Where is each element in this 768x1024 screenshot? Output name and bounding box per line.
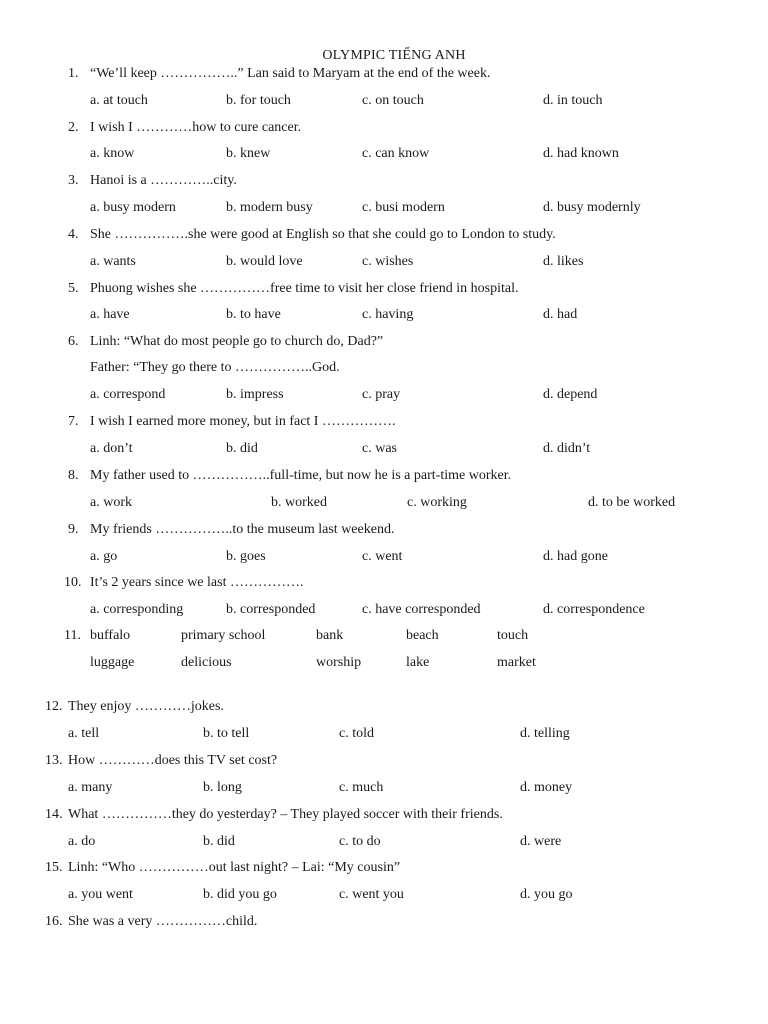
question-text: “We’ll keep ……………..” Lan said to Maryam at the end of the week. — [90, 66, 491, 81]
question-text-line2: Father: “They go there to ……………..God. — [90, 360, 340, 375]
option-a: a. go — [90, 549, 118, 564]
question-text: They enjoy …………jokes. — [68, 699, 224, 714]
option-a: a. correspond — [90, 387, 166, 402]
word-item: worship — [316, 655, 362, 670]
option-b: b. did you go — [203, 887, 277, 902]
option-a: a. busy modern — [90, 200, 176, 215]
option-b: b. to have — [226, 307, 281, 322]
option-d: d. to be worked — [588, 495, 676, 510]
question-text: She was a very ……………child. — [68, 914, 258, 929]
question-number: 11. — [64, 628, 81, 643]
option-b: b. knew — [226, 146, 271, 161]
option-d: d. telling — [520, 726, 570, 741]
option-b: b. did — [203, 834, 235, 849]
word-item: luggage — [90, 655, 135, 670]
option-c: c. told — [339, 726, 374, 741]
question-text: My friends ……………..to the museum last weekend. — [90, 522, 395, 537]
question-text: I wish I earned more money, but in fact I ……………. — [90, 414, 396, 429]
option-a: a. corresponding — [90, 602, 184, 617]
option-c: c. much — [339, 780, 384, 795]
question-number: 7. — [68, 414, 79, 429]
question-number: 1. — [68, 66, 79, 81]
option-b: b. for touch — [226, 93, 291, 108]
option-d: d. had gone — [543, 549, 608, 564]
option-c: c. to do — [339, 834, 381, 849]
question-number: 9. — [68, 522, 79, 537]
option-d: d. correspondence — [543, 602, 645, 617]
option-b: b. to tell — [203, 726, 250, 741]
question-number: 3. — [68, 173, 79, 188]
question-number: 4. — [68, 227, 79, 242]
word-item: buffalo — [90, 628, 131, 643]
option-b: b. did — [226, 441, 258, 456]
option-b: b. modern busy — [226, 200, 313, 215]
option-c: c. pray — [362, 387, 401, 402]
option-d: d. likes — [543, 254, 584, 269]
word-item: touch — [497, 628, 529, 643]
option-a: a. many — [68, 780, 113, 795]
question-text: Hanoi is a …………..city. — [90, 173, 237, 188]
question-number: 14. — [45, 807, 63, 822]
option-d: d. were — [520, 834, 562, 849]
question-number: 12. — [45, 699, 63, 714]
option-c: c. working — [407, 495, 467, 510]
option-d: d. depend — [543, 387, 598, 402]
question-text: Phuong wishes she ……………free time to visit her close friend in hospital. — [90, 281, 519, 296]
option-c: c. busi modern — [362, 200, 445, 215]
question-text: She …………….she were good at English so that she could go to London to study. — [90, 227, 556, 242]
option-a: a. don’t — [90, 441, 133, 456]
option-c: c. went you — [339, 887, 404, 902]
option-a: a. have — [90, 307, 130, 322]
word-item: primary school — [181, 628, 266, 643]
word-item: bank — [316, 628, 344, 643]
question-number: 16. — [45, 914, 63, 929]
option-c: c. can know — [362, 146, 430, 161]
option-b: b. corresponded — [226, 602, 316, 617]
option-c: c. was — [362, 441, 397, 456]
word-item: delicious — [181, 655, 232, 670]
option-a: a. know — [90, 146, 135, 161]
question-text: Linh: “Who ……………out last night? – Lai: “My cousin” — [68, 860, 401, 875]
option-c: c. wishes — [362, 254, 414, 269]
option-b: b. long — [203, 780, 242, 795]
question-number: 5. — [68, 281, 79, 296]
question-number: 2. — [68, 120, 79, 135]
question-number: 15. — [45, 860, 63, 875]
question-text: What ……………they do yesterday? – They played soccer with their friends. — [68, 807, 503, 822]
option-c: c. have corresponded — [362, 602, 481, 617]
option-d: d. busy modernly — [543, 200, 641, 215]
option-b: b. goes — [226, 549, 266, 564]
option-b: b. impress — [226, 387, 284, 402]
option-d: d. didn’t — [543, 441, 591, 456]
option-a: a. you went — [68, 887, 133, 902]
question-text: It’s 2 years since we last ……………. — [90, 575, 304, 590]
question-text: Linh: “What do most people go to church do, Dad?” — [90, 334, 384, 349]
word-item: market — [497, 655, 536, 670]
option-d: d. in touch — [543, 93, 603, 108]
question-text: I wish I …………how to cure cancer. — [90, 120, 302, 135]
question-text: My father used to ……………..full-time, but now he is a part-time worker. — [90, 468, 512, 483]
option-b: b. worked — [271, 495, 327, 510]
question-text: How …………does this TV set cost? — [68, 753, 278, 768]
option-d: d. money — [520, 780, 573, 795]
option-b: b. would love — [226, 254, 303, 269]
option-c: c. having — [362, 307, 414, 322]
question-number: 6. — [68, 334, 79, 349]
question-number: 10. — [64, 575, 82, 590]
question-number: 8. — [68, 468, 79, 483]
question-number: 13. — [45, 753, 63, 768]
option-d: d. you go — [520, 887, 573, 902]
option-a: a. at touch — [90, 93, 148, 108]
option-a: a. wants — [90, 254, 136, 269]
option-a: a. work — [90, 495, 132, 510]
option-a: a. do — [68, 834, 96, 849]
option-d: d. had known — [543, 146, 619, 161]
option-c: c. on touch — [362, 93, 424, 108]
word-item: beach — [406, 628, 439, 643]
word-item: lake — [406, 655, 430, 670]
option-c: c. went — [362, 549, 403, 564]
page-title: OLYMPIC TIẾNG ANH — [322, 48, 466, 63]
option-d: d. had — [543, 307, 578, 322]
option-a: a. tell — [68, 726, 100, 741]
